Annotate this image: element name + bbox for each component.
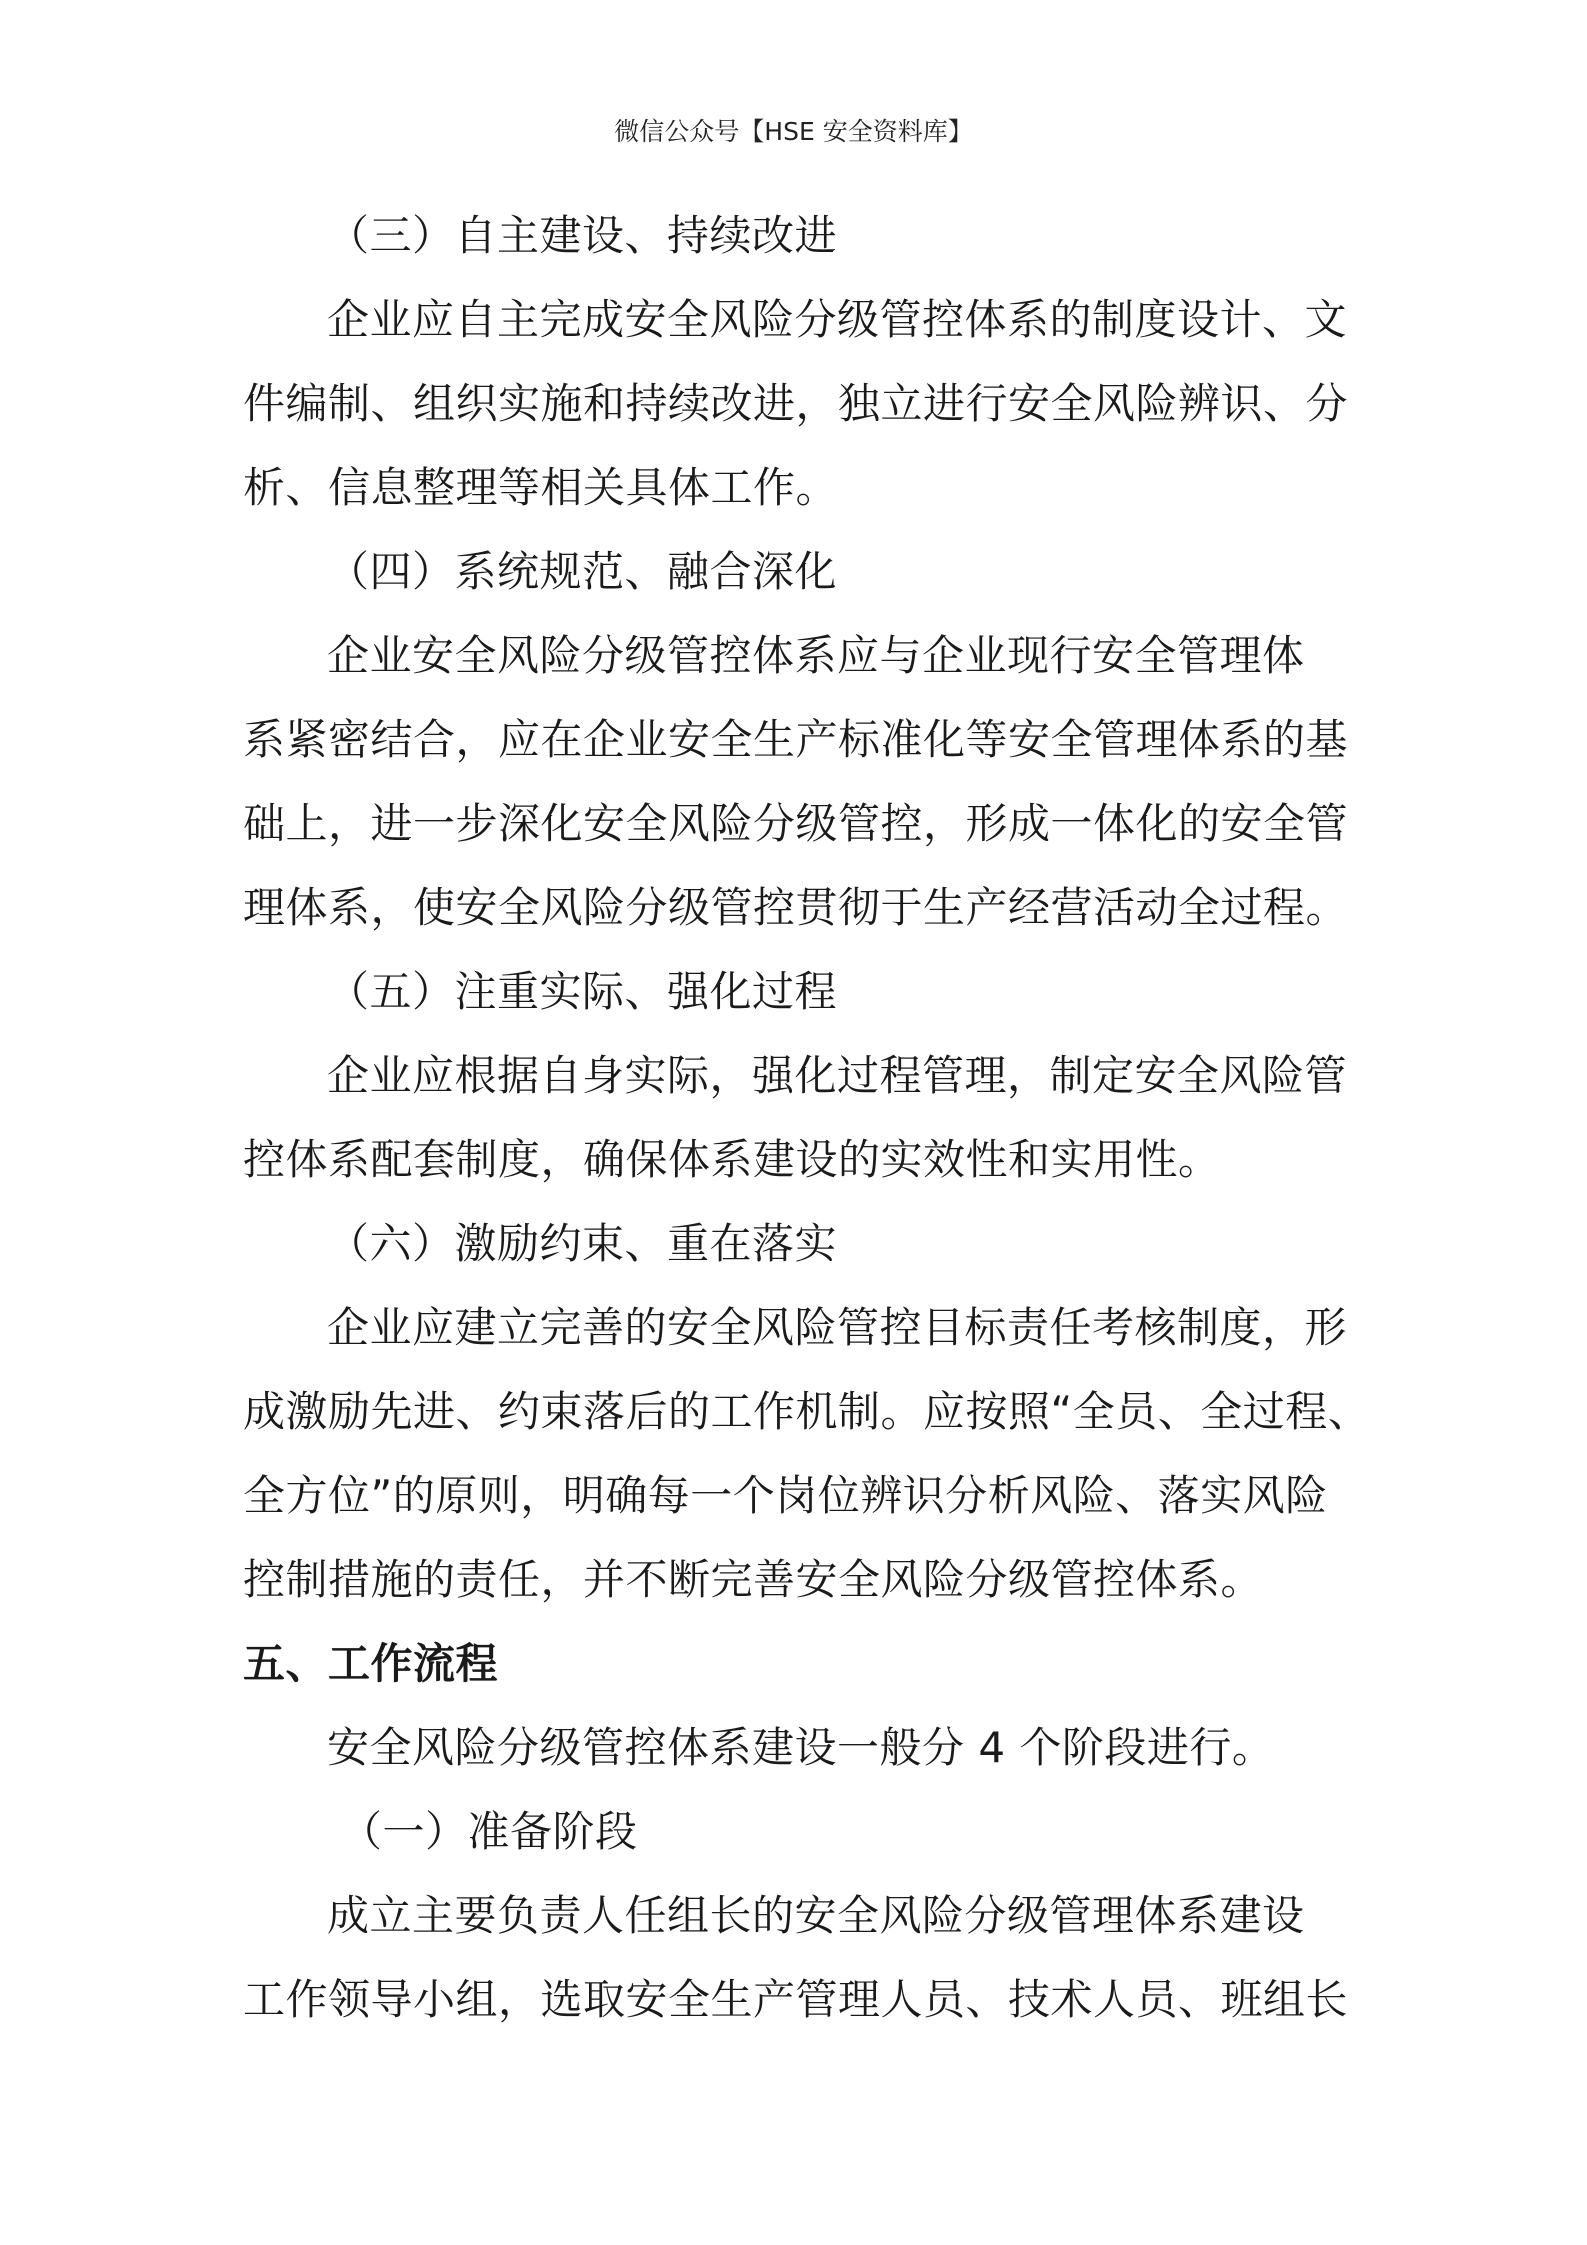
- paragraph-line: 件编制、组织实施和持续改进，独立进行安全风险辨识、分: [243, 379, 1349, 428]
- paragraph-line: 理体系，使安全风险分级管控贯彻于生产经营活动全过程。: [243, 883, 1349, 932]
- paragraph-line: 控体系配套制度，确保体系建设的实效性和实用性。: [243, 1135, 1221, 1184]
- chapter-heading: 五、工作流程: [243, 1639, 499, 1688]
- paragraph-line: 企业应自主完成安全风险分级管控体系的制度设计、文: [327, 295, 1348, 344]
- section-heading: （四）系统规范、融合深化: [327, 547, 838, 596]
- paragraph-line: 成立主要负责人任组长的安全风险分级管理体系建设: [327, 1891, 1305, 1940]
- paragraph-line: 系紧密结合，应在企业安全生产标准化等安全管理体系的基: [243, 715, 1349, 764]
- section-heading: （五）注重实际、强化过程: [327, 967, 838, 1016]
- paragraph-line: 企业应建立完善的安全风险管控目标责任考核制度，形: [327, 1303, 1348, 1352]
- paragraph-line: 控制措施的责任，并不断完善安全风险分级管控体系。: [243, 1555, 1264, 1604]
- paragraph-line: 安全风险分级管控体系建设一般分 4 个阶段进行。: [327, 1723, 1275, 1772]
- section-heading: （三）自主建设、持续改进: [327, 211, 838, 260]
- paragraph-line: 企业应根据自身实际，强化过程管理，制定安全风险管: [327, 1051, 1348, 1100]
- section-heading: （一）准备阶段: [340, 1807, 638, 1856]
- paragraph-line: 工作领导小组，选取安全生产管理人员、技术人员、班组长: [243, 1975, 1349, 2024]
- paragraph-line: 企业安全风险分级管控体系应与企业现行安全管理体: [327, 631, 1305, 680]
- paragraph-line: 析、信息整理等相关具体工作。: [243, 463, 839, 512]
- paragraph-line: 成激励先进、约束落后的工作机制。应按照“全员、全过程、: [243, 1387, 1371, 1436]
- section-heading: （六）激励约束、重在落实: [327, 1219, 838, 1268]
- paragraph-line: 全方位”的原则，明确每一个岗位辨识分析风险、落实风险: [243, 1471, 1328, 1520]
- page-header: 微信公众号【HSE 安全资料库】: [614, 117, 973, 146]
- paragraph-line: 础上，进一步深化安全风险分级管控，形成一体化的安全管: [243, 799, 1349, 848]
